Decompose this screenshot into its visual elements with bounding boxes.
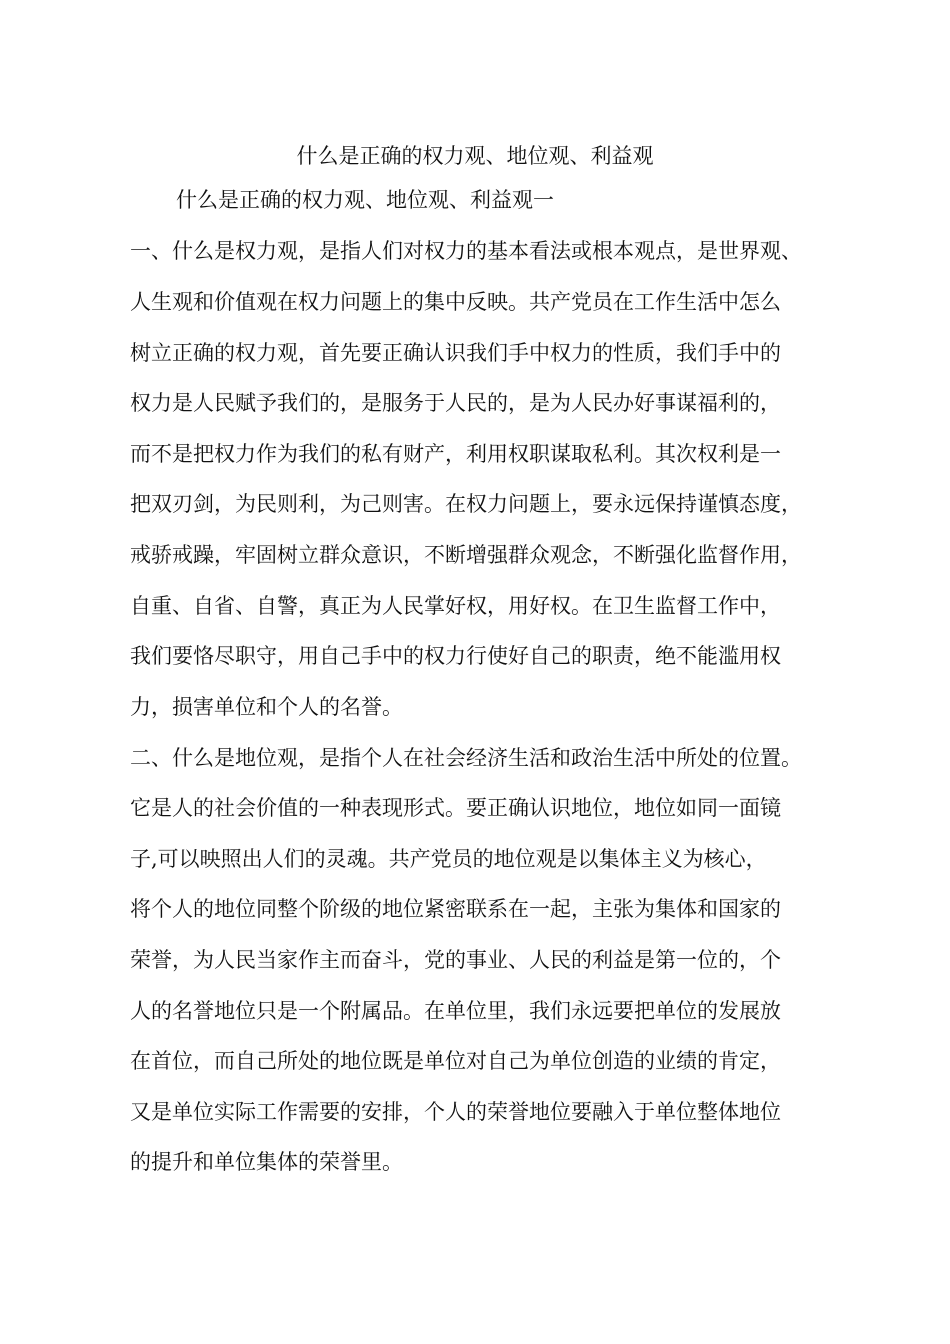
- document-title: 什么是正确的权力观、地位观、利益观: [296, 144, 654, 168]
- body-line: 我们要恪尽职守，用自己手中的权力行使好自己的职责，绝不能滥用权: [130, 644, 781, 668]
- body-line: 权力是人民赋予我们的，是服务于人民的，是为人民办好事谋福利的，: [130, 391, 781, 415]
- document-subtitle: 什么是正确的权力观、地位观、利益观一: [176, 188, 554, 212]
- body-line: 子,可以映照出人们的灵魂。共产党员的地位观是以集体主义为核心，: [130, 847, 767, 871]
- body-line: 在首位，而自己所处的地位既是单位对自己为单位创造的业绩的肯定，: [130, 1049, 781, 1073]
- body-line: 戒骄戒躁，牢固树立群众意识，不断增强群众观念，不断强化监督作用，: [130, 543, 802, 567]
- body-line: 自重、自省、自警，真正为人民掌好权，用好权。在卫生监督工作中，: [130, 594, 781, 618]
- body-line: 而不是把权力作为我们的私有财产，利用权职谋取私利。其次权利是一: [130, 442, 781, 466]
- body-line: 把双刃剑，为民则利，为己则害。在权力问题上，要永远保持谨慎态度，: [130, 492, 802, 516]
- body-line: 力，损害单位和个人的名誉。: [130, 695, 403, 719]
- body-line: 二、什么是地位观，是指个人在社会经济生活和政治生活中所处的位置。: [130, 746, 802, 770]
- body-line: 它是人的社会价值的一种表现形式。要正确认识地位，地位如同一面镜: [130, 796, 781, 820]
- body-line: 将个人的地位同整个阶级的地位紧密联系在一起，主张为集体和国家的: [130, 897, 781, 921]
- body-line: 的提升和单位集体的荣誉里。: [130, 1150, 403, 1174]
- body-line: 人生观和价值观在权力问题上的集中反映。共产党员在工作生活中怎么: [130, 290, 781, 314]
- body-line: 一、什么是权力观，是指人们对权力的基本看法或根本观点，是世界观、: [130, 239, 802, 263]
- body-line: 树立正确的权力观，首先要正确认识我们手中权力的性质，我们手中的: [130, 341, 781, 365]
- body-line: 荣誉，为人民当家作主而奋斗，党的事业、人民的利益是第一位的，个: [130, 948, 781, 972]
- body-line: 人的名誉地位只是一个附属品。在单位里，我们永远要把单位的发展放: [130, 999, 781, 1023]
- body-line: 又是单位实际工作需要的安排，个人的荣誉地位要融入于单位整体地位: [130, 1100, 781, 1124]
